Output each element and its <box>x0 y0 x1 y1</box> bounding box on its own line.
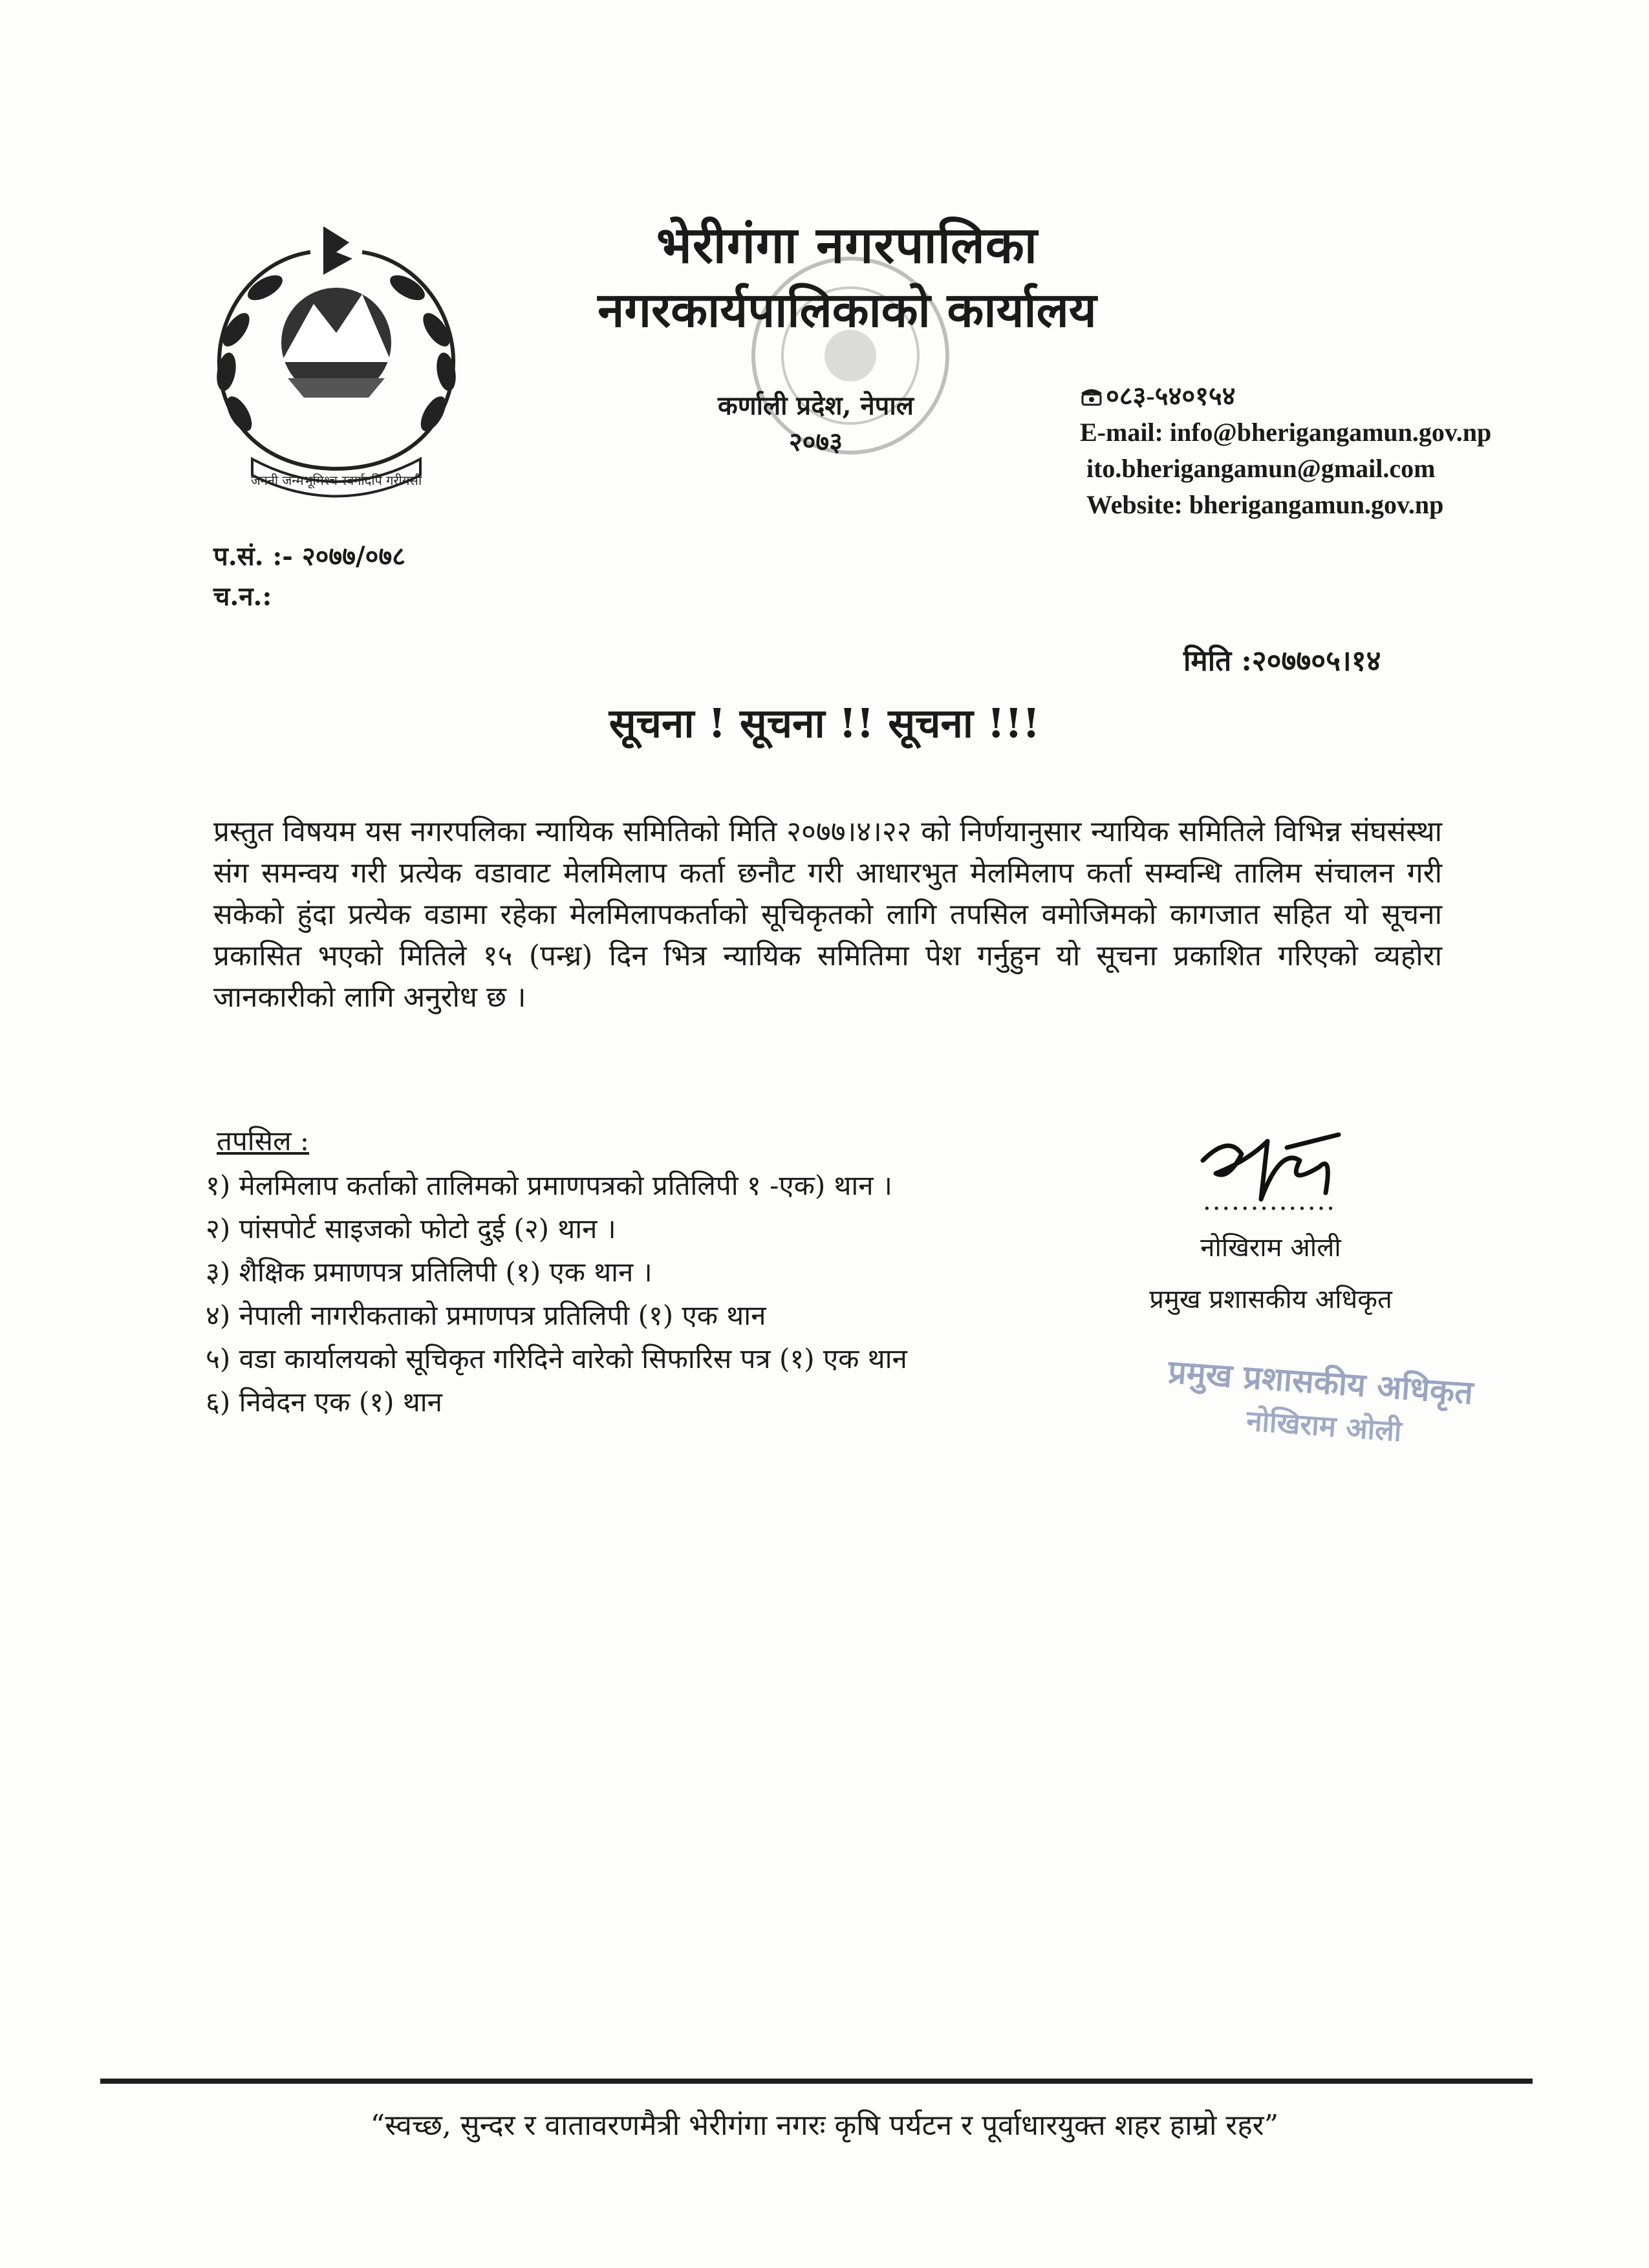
contact-block <box>1080 378 1491 523</box>
email-secondary[interactable]: ito.bherigangamun@gmail.com <box>1086 454 1436 483</box>
phone-icon <box>1080 387 1103 406</box>
phone-number: ०८३-५४०१५४ <box>1106 381 1236 411</box>
list-item: २) पांसपोर्ट साइजको फोटो दुई (२) थान । <box>206 1213 616 1245</box>
established-year: २०७३ <box>788 427 843 457</box>
nepal-emblem-icon <box>175 213 498 498</box>
designation-stamp <box>1135 1339 1503 1468</box>
reference-block <box>213 537 405 617</box>
notice-heading: सूचना ! सूचना !! सूचना !!! <box>609 700 1040 747</box>
list-item: ६) निवेदन एक (१) थान <box>206 1386 442 1418</box>
footer-divider <box>100 2079 1533 2084</box>
signature-line: .............. <box>1203 1186 1337 1216</box>
list-item: ४) नेपाली नागरीकताको प्रमाणपत्र प्रतिलिपी (१) एक थान <box>206 1300 766 1331</box>
office-address <box>718 388 914 460</box>
dispatch-number: च.न.: <box>213 581 272 612</box>
emblem-motto: जननी जन्मभूमिश्च स्वर्गादपि गरीयसी <box>250 473 422 488</box>
documents-list <box>206 1164 907 1424</box>
details-label: तपसिल : <box>217 1125 310 1157</box>
stamp-name: नोखिराम ओली <box>1245 1404 1403 1448</box>
phone-row <box>1080 378 1491 414</box>
signer-name: नोखिराम ओली <box>1200 1233 1341 1263</box>
letterhead-title <box>556 213 1138 341</box>
letter-date: मिति :२०७७०५।१४ <box>1183 645 1381 678</box>
list-item: ३) शैक्षिक प्रमाणपत्र प्रतिलिपी (१) एक थान । <box>206 1256 652 1288</box>
signer-title: प्रमुख प्रशासकीय अधिकृत <box>1149 1285 1392 1314</box>
office-name: नगरकार्यपालिकाको कार्यालय <box>598 283 1097 338</box>
address-line: कर्णाली प्रदेश, नेपाल <box>718 390 914 421</box>
list-item: १) मेलमिलाप कर्ताको तालिमको प्रमाणपत्रको प्रतिलिपी १ -एक) थान । <box>206 1170 892 1201</box>
email-line[interactable]: E-mail: info@bherigangamun.gov.np <box>1080 418 1492 447</box>
list-item: ५) वडा कार्यालयको सूचिकृत गरिदिने वारेको सिफारिस पत्र (१) एक थान <box>206 1343 907 1375</box>
footer-motto: “स्वच्छ, सुन्दर र वातावरणमैत्री भेरीगंगा नगरः कृषि पर्यटन र पूर्वाधारयुक्त शहर हाम्रो रहर” <box>370 2109 1279 2142</box>
organization-name: भेरीगंगा नगरपालिका <box>656 216 1038 275</box>
stamp-title: प्रमुख प्रशासकीय अधिकृत <box>1167 1353 1474 1412</box>
notice-body: प्रस्तुत विषयम यस नगरपलिका न्यायिक समितिको मिति २०७७।४।२२ को निर्णयानुसार न्यायिक समितिले विभिन्न संघसंस्था संग समन्वय गरी प्रत्येक वडावाट मेलमिलाप कर्ता छनौट गरी आधारभुत मेलमिलाप कर्ता सम्वन्धि तालिम संचालन गरी सकेको हुंदा प्रत्येक वडामा रहेका मेलमिलापकर्ताको सूचिकृतको लागि तपसिल वमोजिमको कागजात सहित यो सूचना प्रकासित भएको मितिले १५ (पन्ध्र) दिन भित्र न्यायिक समितिमा पेश गर्नुहुन यो सूचना प्रकाशित गरिएको व्यहोरा जानकारीको लागि अनुरोध छ । <box>213 815 1442 1014</box>
letter-number: प.सं. :- २०७७/०७८ <box>213 541 406 572</box>
website-link[interactable]: Website: bherigangamun.gov.np <box>1086 490 1444 519</box>
